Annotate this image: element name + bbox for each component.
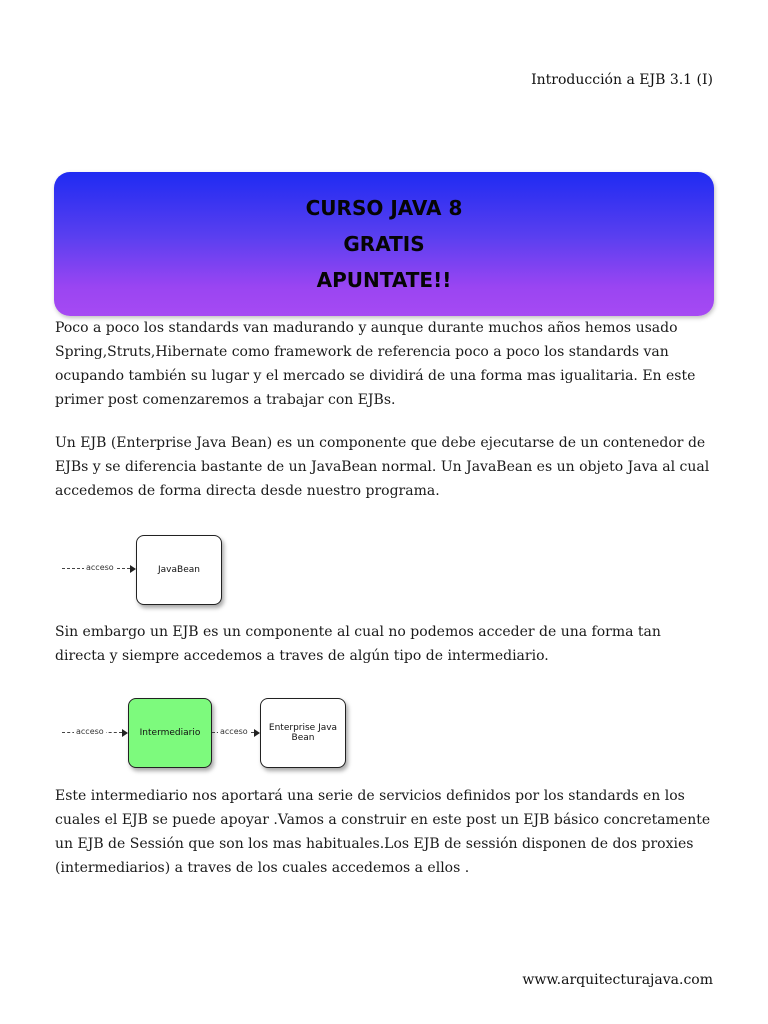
access-label: acceso bbox=[76, 727, 104, 736]
banner-line-signup: APUNTATE!! bbox=[316, 268, 452, 292]
ejb-diagram bbox=[60, 698, 350, 772]
paragraph-intermediary: Sin embargo un EJB es un componente al cual no podemos acceder de una forma tan directa y siempre accedemos a traves de algún tipo de intermediario. bbox=[55, 624, 661, 664]
banner-line-course: CURSO JAVA 8 bbox=[305, 196, 463, 220]
access-label: acceso bbox=[220, 727, 248, 736]
banner-line-free: GRATIS bbox=[343, 232, 425, 256]
document-title: Introducción a EJB 3.1 (I) bbox=[531, 72, 713, 88]
access-label: acceso bbox=[86, 563, 114, 572]
access-connector bbox=[62, 564, 138, 574]
footer-url[interactable]: www.arquitecturajava.com bbox=[522, 972, 713, 988]
paragraph-intro: Poco a poco los standards van madurando y aunque durante muchos años hemos usado Spring,Struts,Hibernate como framework de referencia poco a poco los standards van ocupando también su lugar y el mercado se dividirá de una forma mas igualitaria. En este primer post comenzaremos a trabajar con EJBs. bbox=[55, 320, 696, 408]
course-banner[interactable] bbox=[54, 172, 714, 316]
access-connector bbox=[62, 728, 130, 738]
enterprise-java-bean-node: Enterprise Java Bean bbox=[260, 698, 346, 768]
paragraph-session-ejb: Este intermediario nos aportará una serie de servicios definidos por los standards en los cuales el EJB se puede apoyar .Vamos a construir en este post un EJB básico concretamente un EJB de Sessión que son los mas habituales.Los EJB de sessión disponen de dos proxies (intermediarios) a traves de los cuales accedemos a ellos . bbox=[55, 788, 711, 876]
javabean-node: JavaBean bbox=[136, 535, 222, 605]
paragraph-ejb-definition: Un EJB (Enterprise Java Bean) es un componente que debe ejecutarse de un contenedor de EJBs y se diferencia bastante de un JavaBean normal. Un JavaBean es un objeto Java al cual accedemos de forma directa desde nuestro programa. bbox=[55, 435, 710, 499]
javabean-diagram bbox=[60, 535, 230, 607]
intermediary-node: Intermediario bbox=[128, 698, 212, 768]
access-connector bbox=[212, 728, 260, 738]
